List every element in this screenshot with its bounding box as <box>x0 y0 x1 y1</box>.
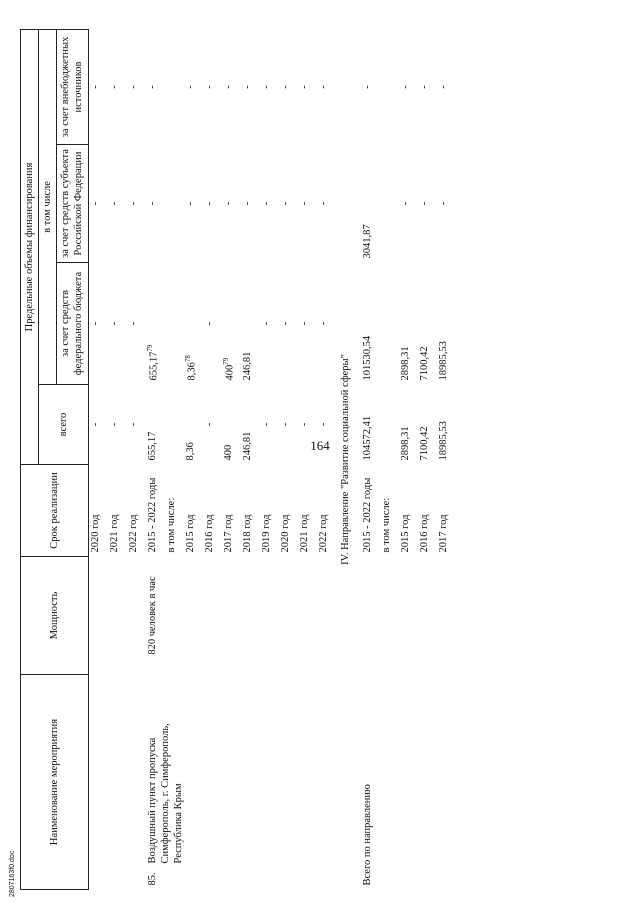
regional-cell: - <box>146 201 158 206</box>
document-footer <box>6 817 26 897</box>
extrabudget-cell: - <box>418 85 430 89</box>
header-total: всего <box>39 385 88 465</box>
capacity-cell: 820 человек в час <box>146 576 158 655</box>
term-cell: 2022 год <box>317 514 329 553</box>
total-cell: 18985,53 <box>437 421 449 461</box>
extrabudget-cell: - <box>184 85 196 89</box>
regional-cell: - <box>260 201 272 206</box>
table-body <box>88 30 456 890</box>
extrabudget-cell: - <box>203 85 215 89</box>
table-row <box>380 30 399 890</box>
term-cell: 2015 год <box>399 514 411 553</box>
header-name: Наименование мероприятия <box>21 675 89 890</box>
term-cell: 2021 год <box>298 514 310 553</box>
total-cell: - <box>89 422 101 427</box>
federal-cell: - <box>108 321 120 326</box>
footer-code: 2807163f0.doc <box>9 850 16 897</box>
total-cell: 104572,41 <box>361 415 373 461</box>
total-cell: 400 <box>222 444 234 461</box>
header-capacity: Мощность <box>21 557 89 675</box>
header-term: Срок реализации <box>21 465 89 557</box>
extrabudget-cell: - <box>437 85 449 89</box>
item-85-row <box>146 30 165 890</box>
including-label: в том числе: <box>380 497 392 553</box>
regional-cell: 3041,87 <box>361 224 373 259</box>
footnote-ref: 78 <box>183 355 192 363</box>
federal-cell: 101530,54 <box>361 335 373 381</box>
federal-value: 655,17 <box>148 351 159 381</box>
federal-cell: 7100,42 <box>418 346 430 381</box>
extrabudget-cell: - <box>127 85 139 89</box>
total-cell: 246,81 <box>241 431 253 461</box>
federal-cell <box>146 263 165 385</box>
extrabudget-cell: - <box>260 85 272 89</box>
term-cell: 2020 год <box>89 514 101 553</box>
header-financing-limits: Предельные объемы финансирования <box>21 30 39 465</box>
regional-cell: - <box>89 201 101 206</box>
federal-cell: - <box>89 321 101 326</box>
table-row <box>317 30 336 890</box>
item-name: Воздушный пункт пропуска Симферополь, г. Симферополь, Республика Крым <box>146 723 184 864</box>
term-cell: 2021 год <box>108 514 120 553</box>
term-cell: 2015 - 2022 годы <box>361 477 373 553</box>
table-row <box>437 30 456 890</box>
financing-table <box>20 29 456 890</box>
section-heading-row <box>336 30 361 890</box>
table-row <box>222 30 241 890</box>
extrabudget-cell: - <box>279 85 291 89</box>
total-cell: 7100,42 <box>418 426 430 461</box>
term-cell: 2017 год <box>437 514 449 553</box>
table-header <box>21 30 89 890</box>
section-total-row <box>361 30 380 890</box>
item-85-name-cell <box>146 675 222 890</box>
table-row <box>279 30 298 890</box>
extrabudget-cell: - <box>361 85 373 89</box>
federal-cell: 246,81 <box>241 351 253 381</box>
federal-cell: - <box>317 321 329 326</box>
federal-cell: 18985,53 <box>437 341 449 381</box>
federal-value: 8,36 <box>186 362 197 381</box>
header-extrabudget: за счет внебюджетных источников <box>57 30 88 145</box>
table-row <box>108 30 127 890</box>
federal-cell: - <box>260 321 272 326</box>
federal-cell: - <box>203 321 215 326</box>
regional-cell: - <box>399 201 411 206</box>
federal-cell: - <box>298 321 310 326</box>
regional-cell: - <box>298 201 310 206</box>
page-number: 164 <box>310 438 330 453</box>
section-total-name: Всего по направлению <box>361 784 373 886</box>
including-label: в том числе: <box>165 497 177 553</box>
total-cell: - <box>317 422 329 427</box>
header-federal: за счет средств федерального бюджета <box>57 263 88 385</box>
table-row <box>298 30 317 890</box>
total-cell: - <box>298 422 310 427</box>
footnote-ref: 79 <box>145 344 154 352</box>
regional-cell: - <box>418 201 430 206</box>
regional-cell: - <box>241 201 253 206</box>
total-cell: - <box>260 422 272 427</box>
extrabudget-cell: - <box>108 85 120 89</box>
term-cell: 2016 год <box>418 514 430 553</box>
regional-cell: - <box>222 201 234 206</box>
term-cell: 2018 год <box>241 514 253 553</box>
federal-value: 400 <box>224 364 235 381</box>
regional-cell: - <box>203 201 215 206</box>
table-row <box>260 30 279 890</box>
regional-cell: - <box>317 201 329 206</box>
total-cell: 8,36 <box>184 442 196 461</box>
section-title: IV. Направление "Развитие социальной сферы" <box>339 354 351 565</box>
extrabudget-cell: - <box>222 85 234 89</box>
term-cell: 2022 год <box>127 514 139 553</box>
federal-cell <box>222 263 241 385</box>
federal-cell: - <box>127 321 139 326</box>
extrabudget-cell: - <box>89 85 101 89</box>
table-row <box>418 30 437 890</box>
total-cell: - <box>203 422 215 427</box>
federal-cell <box>184 263 203 385</box>
extrabudget-cell: - <box>241 85 253 89</box>
total-cell: - <box>279 422 291 427</box>
header-regional: за счет средств субъекта Российской Федерации <box>57 145 88 263</box>
term-cell: 2015 - 2022 годы <box>146 477 158 553</box>
federal-cell: - <box>279 321 291 326</box>
item-number: 85. <box>146 872 158 886</box>
regional-cell: - <box>108 201 120 206</box>
regional-cell: - <box>127 201 139 206</box>
table-row <box>127 30 146 890</box>
header-including: в том числе <box>39 30 57 385</box>
total-cell: 655,17 <box>146 431 158 461</box>
table-row <box>399 30 418 890</box>
extrabudget-cell: - <box>298 85 310 89</box>
extrabudget-cell: - <box>317 85 329 89</box>
term-cell: 2016 год <box>203 514 215 553</box>
footnote-ref: 79 <box>221 357 230 365</box>
term-cell: 2019 год <box>260 514 272 553</box>
regional-cell: - <box>437 201 449 206</box>
table-row <box>241 30 260 890</box>
term-cell: 2015 год <box>184 514 196 553</box>
table-row <box>88 30 108 890</box>
term-cell: 2020 год <box>279 514 291 553</box>
federal-cell: 2898,31 <box>399 346 411 381</box>
total-cell: 2898,31 <box>399 426 411 461</box>
regional-cell: - <box>279 201 291 206</box>
total-cell: - <box>108 422 120 427</box>
extrabudget-cell: - <box>146 85 158 89</box>
extrabudget-cell: - <box>399 85 411 89</box>
regional-cell: - <box>184 201 196 206</box>
rotated-page <box>0 20 640 905</box>
total-cell: - <box>127 422 139 427</box>
term-cell: 2017 год <box>222 514 234 553</box>
